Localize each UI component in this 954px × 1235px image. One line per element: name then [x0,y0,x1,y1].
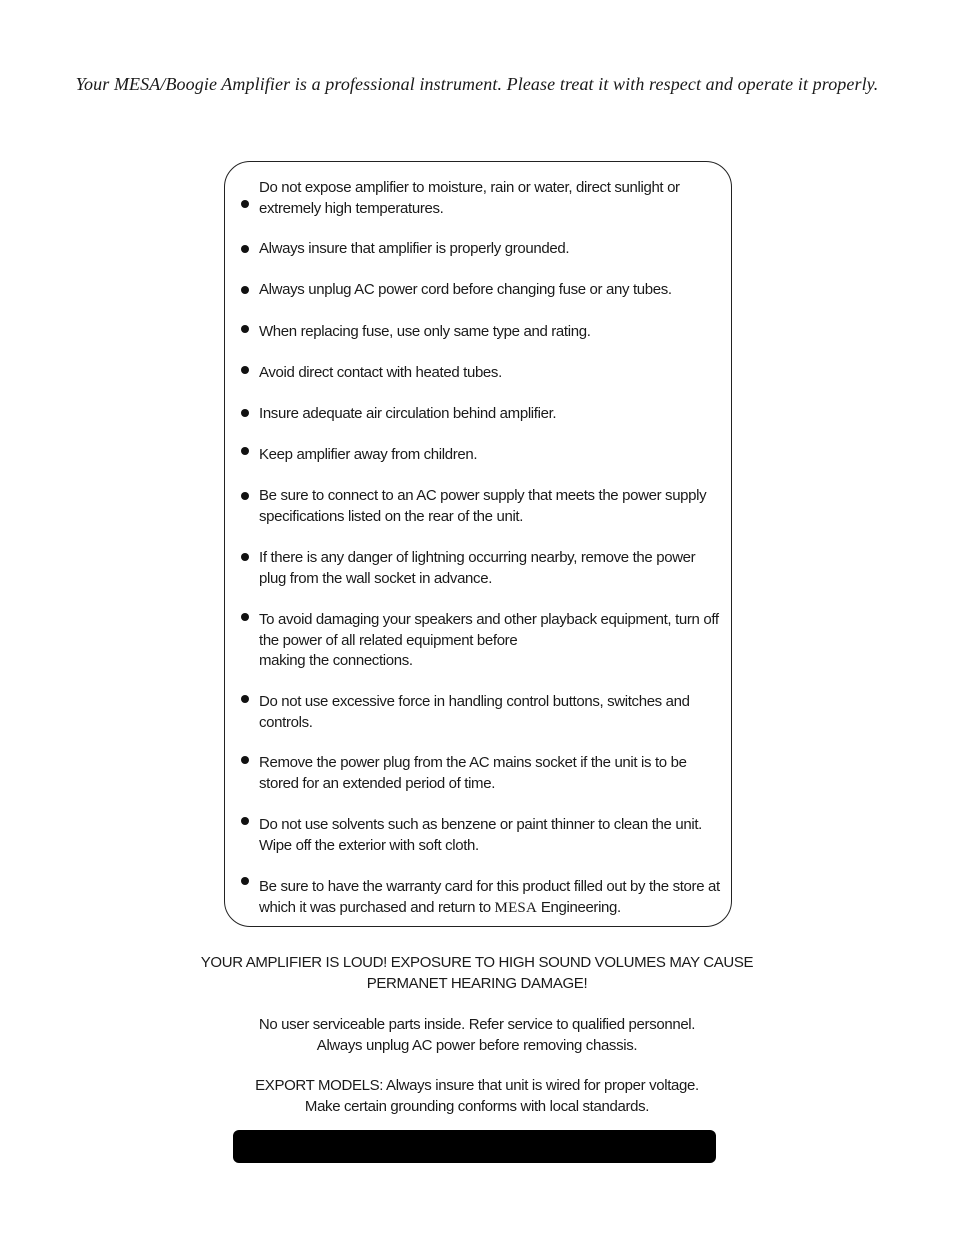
export-notice-line-2: Make certain grounding conforms with local standards. [304,1097,650,1115]
list-item-text: When replacing fuse, use only same type and rating. [259,323,591,340]
list-item-text: Do not use solvents such as benzene or paint thinner to clean the unit. Wipe off the exterior with soft cloth. [259,816,702,854]
service-notice-line-1: No user serviceable parts inside. Refer service to qualified personnel. [258,1016,696,1033]
bullet-icon [241,877,249,885]
bullet-icon [241,553,249,561]
header-tagline: Your MESA/Boogie Amplifier is a professional instrument. Please treat it with respect and operate it properly. [75,74,879,94]
bullet-icon [241,756,249,764]
list-item-text: Do not use excessive force in handling control buttons, switches and controls. [259,693,690,731]
warranty-text-start: Be sure to have the warranty card for this product filled out by the store at which it was purchased and return to [259,878,720,916]
list-item-text: Be sure to connect to an AC power supply that meets the power supply specifications listed on the rear of the unit. [259,487,707,525]
service-notice-line-2: Always unplug AC power before removing chassis. [316,1036,638,1054]
list-item-text: Keep amplifier away from children. [259,446,478,463]
list-item-text: Avoid direct contact with heated tubes. [259,364,502,381]
safety-instructions-box [224,161,732,927]
bullet-icon [241,325,249,333]
list-item-text: Insure adequate air circulation behind amplifier. [259,405,557,422]
bullet-icon [241,613,249,621]
loud-warning-line-1: YOUR AMPLIFIER IS LOUD! EXPOSURE TO HIGH SOUND VOLUMES MAY CAUSE [200,954,754,971]
service-notice [0,1015,954,1056]
bullet-icon [241,366,249,374]
export-notice-line-1: EXPORT MODELS: Always insure that unit is wired for proper voltage. [255,1077,699,1094]
list-item-text: Do not expose amplifier to moisture, rain or water, direct sunlight or extremely high temperatures. [259,179,680,217]
bullet-icon [241,817,249,825]
loud-volume-warning [0,953,954,994]
bullet-icon [241,447,249,455]
list-item-text: Always insure that amplifier is properly grounded. [259,240,570,257]
bullet-icon [241,492,249,500]
warranty-text-end: Engineering. [537,898,621,916]
bullet-icon [241,286,249,294]
list-item-text: If there is any danger of lightning occurring nearby, remove the power plug from the wall socket in advance. [259,549,696,587]
mesa-brand-name: MESA [494,899,538,916]
list-item-text: To avoid damaging your speakers and other playback equipment, turn off the power of all related equipment before making the connections. [259,611,719,670]
list-item-text: Remove the power plug from the AC mains socket if the unit is to be stored for an extended period of time. [259,754,687,792]
bullet-icon [241,409,249,417]
bullet-icon [241,200,249,208]
list-item-text [259,877,729,918]
bullet-icon [241,695,249,703]
export-notice [0,1076,954,1117]
list-item-text: Always unplug AC power cord before changing fuse or any tubes. [259,281,672,298]
bullet-icon [241,245,249,253]
loud-warning-line-2: PERMANET HEARING DAMAGE! [366,974,588,992]
black-banner-bar [233,1130,716,1163]
